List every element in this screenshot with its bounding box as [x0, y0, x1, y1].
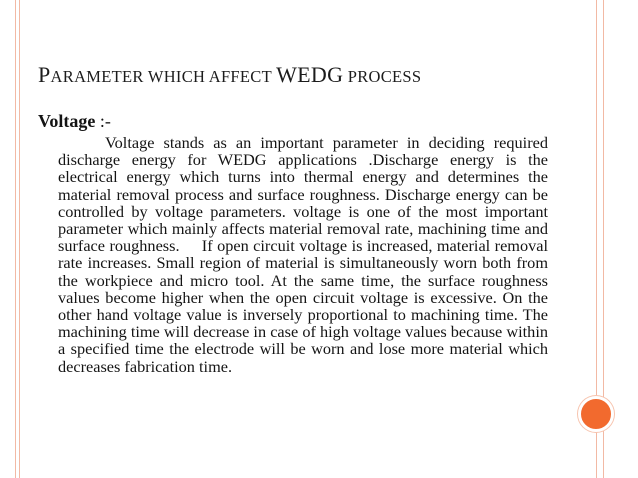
section-heading: [38, 110, 548, 132]
title-wedg: WEDG: [276, 62, 344, 87]
section-heading-label: Voltage: [38, 111, 96, 131]
slide-content: [38, 110, 553, 376]
title-part-1: ARAMETER WHICH AFFECT: [50, 67, 277, 86]
slide-title: [38, 62, 421, 88]
accent-circle-decoration: [578, 396, 614, 432]
body-paragraph: Voltage stands as an important parameter in deciding required discharge energy for WEDG applications .Discharge energy is the electrical energy which turns into thermal energy and determines the material removal process and surface roughness. Discharge energy can be controlled by voltage parameters. voltage is one of the most important parameter which mainly affects material removal rate, machining time and surface roughness. If open circuit voltage is increased, material removal rate increases. Small region of material is simultaneously worn both from the workpiece and micro tool. At the same time, the surface roughness values become higher when the open circuit voltage is excessive. On the other hand voltage value is inversely proportional to machining time. The machining time will decrease in case of high voltage values because within a specified time the electrode will be worn and lose more material which decreases fabrication time.: [58, 133, 553, 376]
title-first-letter: P: [38, 62, 51, 87]
left-border-decoration: [15, 0, 20, 478]
title-part-2: PROCESS: [343, 67, 422, 86]
section-heading-suffix: :-: [95, 111, 111, 131]
